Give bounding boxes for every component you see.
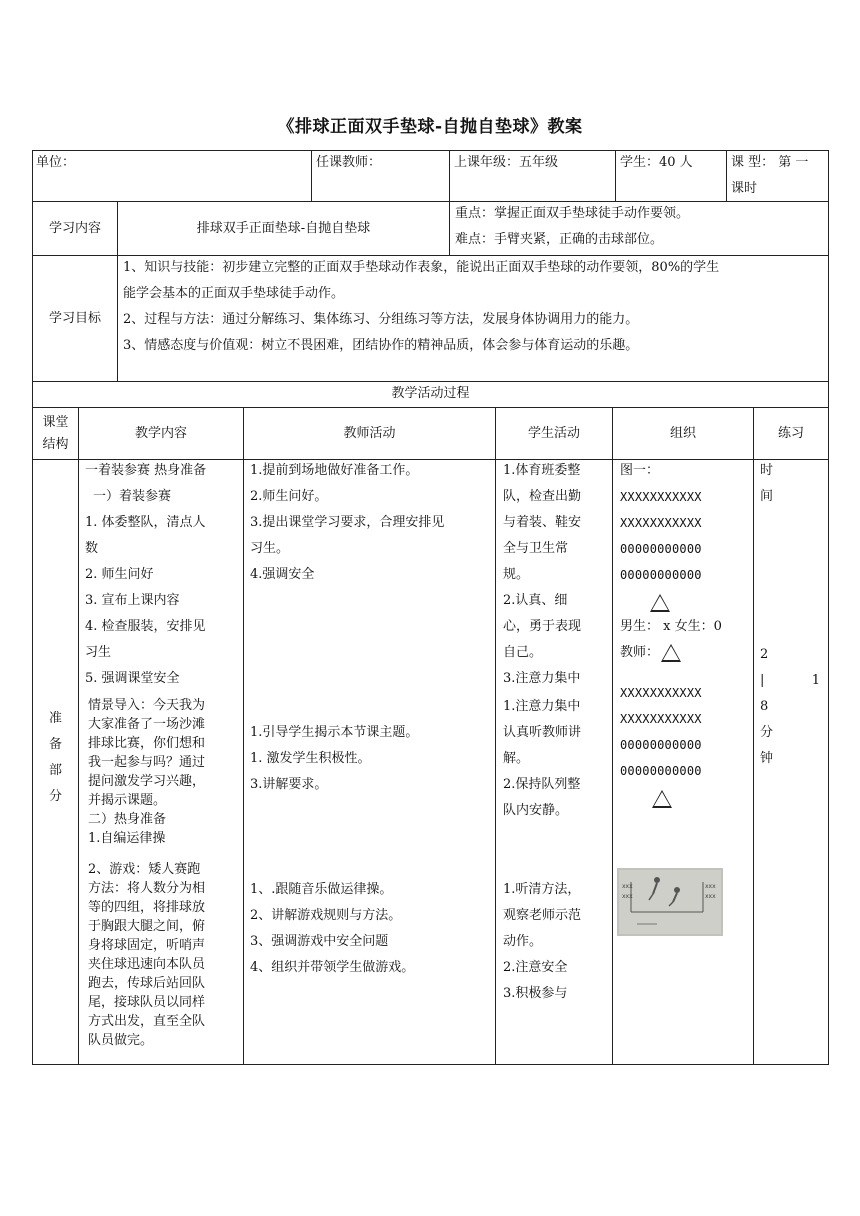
col-student — [496, 408, 612, 459]
triangle-icon — [661, 644, 681, 662]
lesson-type-cell — [731, 150, 827, 202]
col-content — [79, 408, 243, 459]
teacher-line: 4.强调安全 — [250, 567, 315, 582]
student-line: 2.保持队列整 — [503, 777, 581, 792]
svg-text:xxx: xxx — [622, 893, 633, 900]
teacher-activity-middle — [250, 720, 494, 798]
content-line: 大家准备了一场沙滩 — [88, 717, 206, 732]
teacher-line: 1.提前到场地做好准备工作。 — [250, 463, 419, 478]
formation-row: 00000000000 — [620, 738, 702, 752]
col-organization — [613, 408, 753, 459]
process-heading: 教学活动过程 — [391, 386, 470, 401]
content-topic — [118, 202, 449, 255]
unit-cell: 单位： — [36, 155, 76, 170]
col-teacher-text: 教师活动 — [343, 425, 396, 441]
content-line: 数 — [85, 541, 99, 556]
goals-content — [123, 255, 827, 359]
teacher-line: 1.引导学生揭示本节课主题。 — [250, 725, 419, 740]
lesson-type-line: 课时 — [731, 181, 758, 196]
teacher-legend-text: 教师： — [620, 645, 660, 660]
goal-line: 3、情感态度与价值观：树立不畏困难，团结协作的精神品质，体会参与体育运动的乐趣。 — [123, 338, 639, 353]
student-activity-bottom — [503, 877, 611, 1007]
section-label-char: 备 — [48, 737, 62, 752]
student-line: 1.注意力集中 — [503, 699, 581, 714]
triangle-icon — [650, 594, 670, 612]
content-line: 二）热身准备 — [88, 812, 167, 827]
content-line: 4. 检查服装，安排见 — [85, 619, 206, 634]
duration-part: | — [760, 673, 765, 688]
student-line: 队，检查出勤 — [503, 489, 582, 504]
content-label — [33, 202, 117, 255]
content-topic-text: 排球双手正面垫球-自抛自垫球 — [196, 220, 371, 236]
teacher-legend — [620, 640, 752, 666]
content-line: 2. 师生问好 — [85, 567, 154, 582]
document-title: 《排球正面双手垫球-自抛自垫球》教案 — [277, 117, 583, 137]
teacher-line: 习生。 — [250, 541, 290, 556]
duration-part: 8 — [760, 699, 769, 714]
content-line: 一）着装参赛 — [93, 489, 172, 504]
content-line: 3. 宣布上课内容 — [85, 593, 180, 608]
teacher-line: 3.提出课堂学习要求，合理安排见 — [250, 515, 445, 530]
teacher-line: 1. 激发学生积极性。 — [250, 751, 371, 766]
duration-part: 1 — [811, 673, 820, 688]
game-diagram-image — [617, 868, 723, 936]
content-line: 夹住球迅速向本队员 — [88, 957, 206, 972]
lesson-type-line: 课 型： 第 一 — [731, 155, 809, 170]
content-line: 方法：将人数分为相 — [88, 881, 206, 896]
student-line: 3.注意力集中 — [503, 671, 581, 686]
section-label — [33, 706, 78, 810]
formation-row: 00000000000 — [620, 568, 702, 582]
student-line: 2.注意安全 — [503, 960, 568, 975]
svg-text:xxx: xxx — [705, 883, 716, 890]
key-points — [455, 201, 827, 253]
duration-part: 钟 — [760, 751, 774, 766]
teacher-activity-bottom — [250, 877, 494, 981]
difficulty-point: 难点：手臂夹紧，正确的击球部位。 — [455, 232, 664, 247]
col-teacher — [244, 408, 495, 459]
content-line: 2、游戏：矮人赛跑 — [88, 862, 201, 877]
practice-label: 时 — [760, 463, 774, 478]
col-structure-line: 结构 — [42, 436, 69, 452]
student-line: 认真听教师讲 — [503, 725, 582, 740]
teacher-marker — [620, 588, 752, 614]
student-line: 1.听清方法， — [503, 882, 581, 897]
section-label-char: 分 — [48, 789, 62, 804]
figure-label: 图一： — [620, 463, 660, 478]
col-student-text: 学生活动 — [527, 425, 580, 441]
duration-part: 2 — [760, 647, 769, 662]
goals-label — [33, 256, 117, 381]
formation-row: 00000000000 — [620, 764, 702, 778]
student-line: 全与卫生常 — [503, 541, 569, 556]
teacher-activity-top — [250, 458, 494, 588]
content-line: 我一起参与吗？通过 — [88, 755, 206, 770]
student-line: 2.认真、细 — [503, 593, 568, 608]
organization-block — [620, 458, 752, 810]
teaching-content-top — [85, 458, 241, 692]
content-line: 并揭示课题。 — [88, 793, 167, 808]
formation-row: XXXXXXXXXXX — [620, 516, 702, 530]
students-cell: 学生：40 人 — [620, 155, 693, 170]
content-line: 1. 体委整队，清点人 — [85, 515, 206, 530]
content-line: 队员做完。 — [88, 1033, 154, 1048]
col-practice-text: 练习 — [777, 425, 804, 441]
goal-line: 能学会基本的正面双手垫球徒手动作。 — [123, 286, 345, 301]
formation-row: 00000000000 — [620, 542, 702, 556]
student-line: 观察老师示范 — [503, 908, 582, 923]
student-line: 1.体育班委整 — [503, 463, 581, 478]
practice-duration — [760, 642, 826, 772]
teacher-line: 3.讲解要求。 — [250, 777, 328, 792]
gender-legend: 男生： x 女生：0 — [620, 619, 722, 634]
content-line: 情景导入：今天我为 — [88, 698, 206, 713]
content-line: 1.自编运律操 — [88, 831, 166, 846]
teacher-line: 2.师生问好。 — [250, 489, 328, 504]
goal-line: 1、知识与技能：初步建立完整的正面双手垫球动作表象，能说出正面双手垫球的动作要领，80%的学生 — [123, 260, 720, 275]
student-line: 队内安静。 — [503, 803, 569, 818]
goal-line: 2、过程与方法：通过分解练习、集体练习、分组练习等方法，发展身体协调用力的能力。 — [123, 312, 639, 327]
content-line: 5. 强调课堂安全 — [85, 671, 180, 686]
content-line: 等的四组，将排球放 — [88, 900, 206, 915]
formation-row: XXXXXXXXXXX — [620, 712, 702, 726]
content-label-text: 学习内容 — [48, 220, 101, 236]
triangle-icon — [652, 790, 672, 808]
content-line: 身将球固定，听哨声 — [88, 938, 206, 953]
grade-cell: 上课年级：五年级 — [454, 155, 559, 170]
content-line: 习生 — [85, 645, 112, 660]
duration-part: 分 — [760, 725, 774, 740]
content-line: 一着装参赛 热身准备 — [85, 463, 207, 478]
section-label-char: 准 — [48, 711, 62, 726]
student-line: 心，勇于表现 — [503, 619, 582, 634]
student-activity-middle — [503, 694, 611, 824]
student-line: 自己。 — [503, 645, 543, 660]
teaching-content-middle — [88, 696, 242, 848]
student-line: 规。 — [503, 567, 530, 582]
formation-row: XXXXXXXXXXX — [620, 490, 702, 504]
teacher-marker — [620, 784, 752, 810]
content-line: 于胸跟大腿之间，俯 — [88, 919, 206, 934]
svg-text:xxx: xxx — [622, 883, 633, 890]
teacher-line: 4、组织并带领学生做游戏。 — [250, 960, 415, 975]
teacher-line: 2、讲解游戏规则与方法。 — [250, 908, 402, 923]
student-line: 与着装、鞋安 — [503, 515, 582, 530]
practice-label: 间 — [760, 489, 774, 504]
col-practice — [754, 408, 828, 459]
teacher-line: 3、强调游戏中安全问题 — [250, 934, 389, 949]
section-label-char: 部 — [48, 763, 62, 778]
goals-label-text: 学习目标 — [48, 310, 101, 326]
teacher-cell: 任课教师： — [316, 155, 382, 170]
teaching-content-bottom — [88, 860, 242, 1050]
content-line: 跑去，传球后站回队 — [88, 976, 206, 991]
col-structure-line: 课堂 — [42, 414, 69, 430]
content-line: 方式出发，直至全队 — [88, 1014, 206, 1029]
student-activity-top — [503, 458, 611, 692]
practice-block — [760, 458, 826, 510]
formation-row: XXXXXXXXXXX — [620, 686, 702, 700]
student-line: 动作。 — [503, 934, 543, 949]
content-line: 排球比赛，你们想和 — [88, 736, 206, 751]
key-point: 重点：掌握正面双手垫球徒手动作要领。 — [455, 206, 690, 221]
content-line: 提问激发学习兴趣， — [88, 774, 206, 789]
teacher-line: 1、.跟随音乐做运律操。 — [250, 882, 393, 897]
student-line: 3.积极参与 — [503, 986, 568, 1001]
content-line: 尾，接球队员以同样 — [88, 995, 206, 1010]
duration-row — [760, 668, 826, 694]
col-content-text: 教学内容 — [134, 425, 187, 441]
col-organization-text: 组织 — [669, 425, 696, 441]
col-structure — [33, 408, 78, 459]
game-diagram-icon — [617, 868, 723, 936]
svg-text:xxx: xxx — [705, 893, 716, 900]
student-line: 解。 — [503, 751, 530, 766]
